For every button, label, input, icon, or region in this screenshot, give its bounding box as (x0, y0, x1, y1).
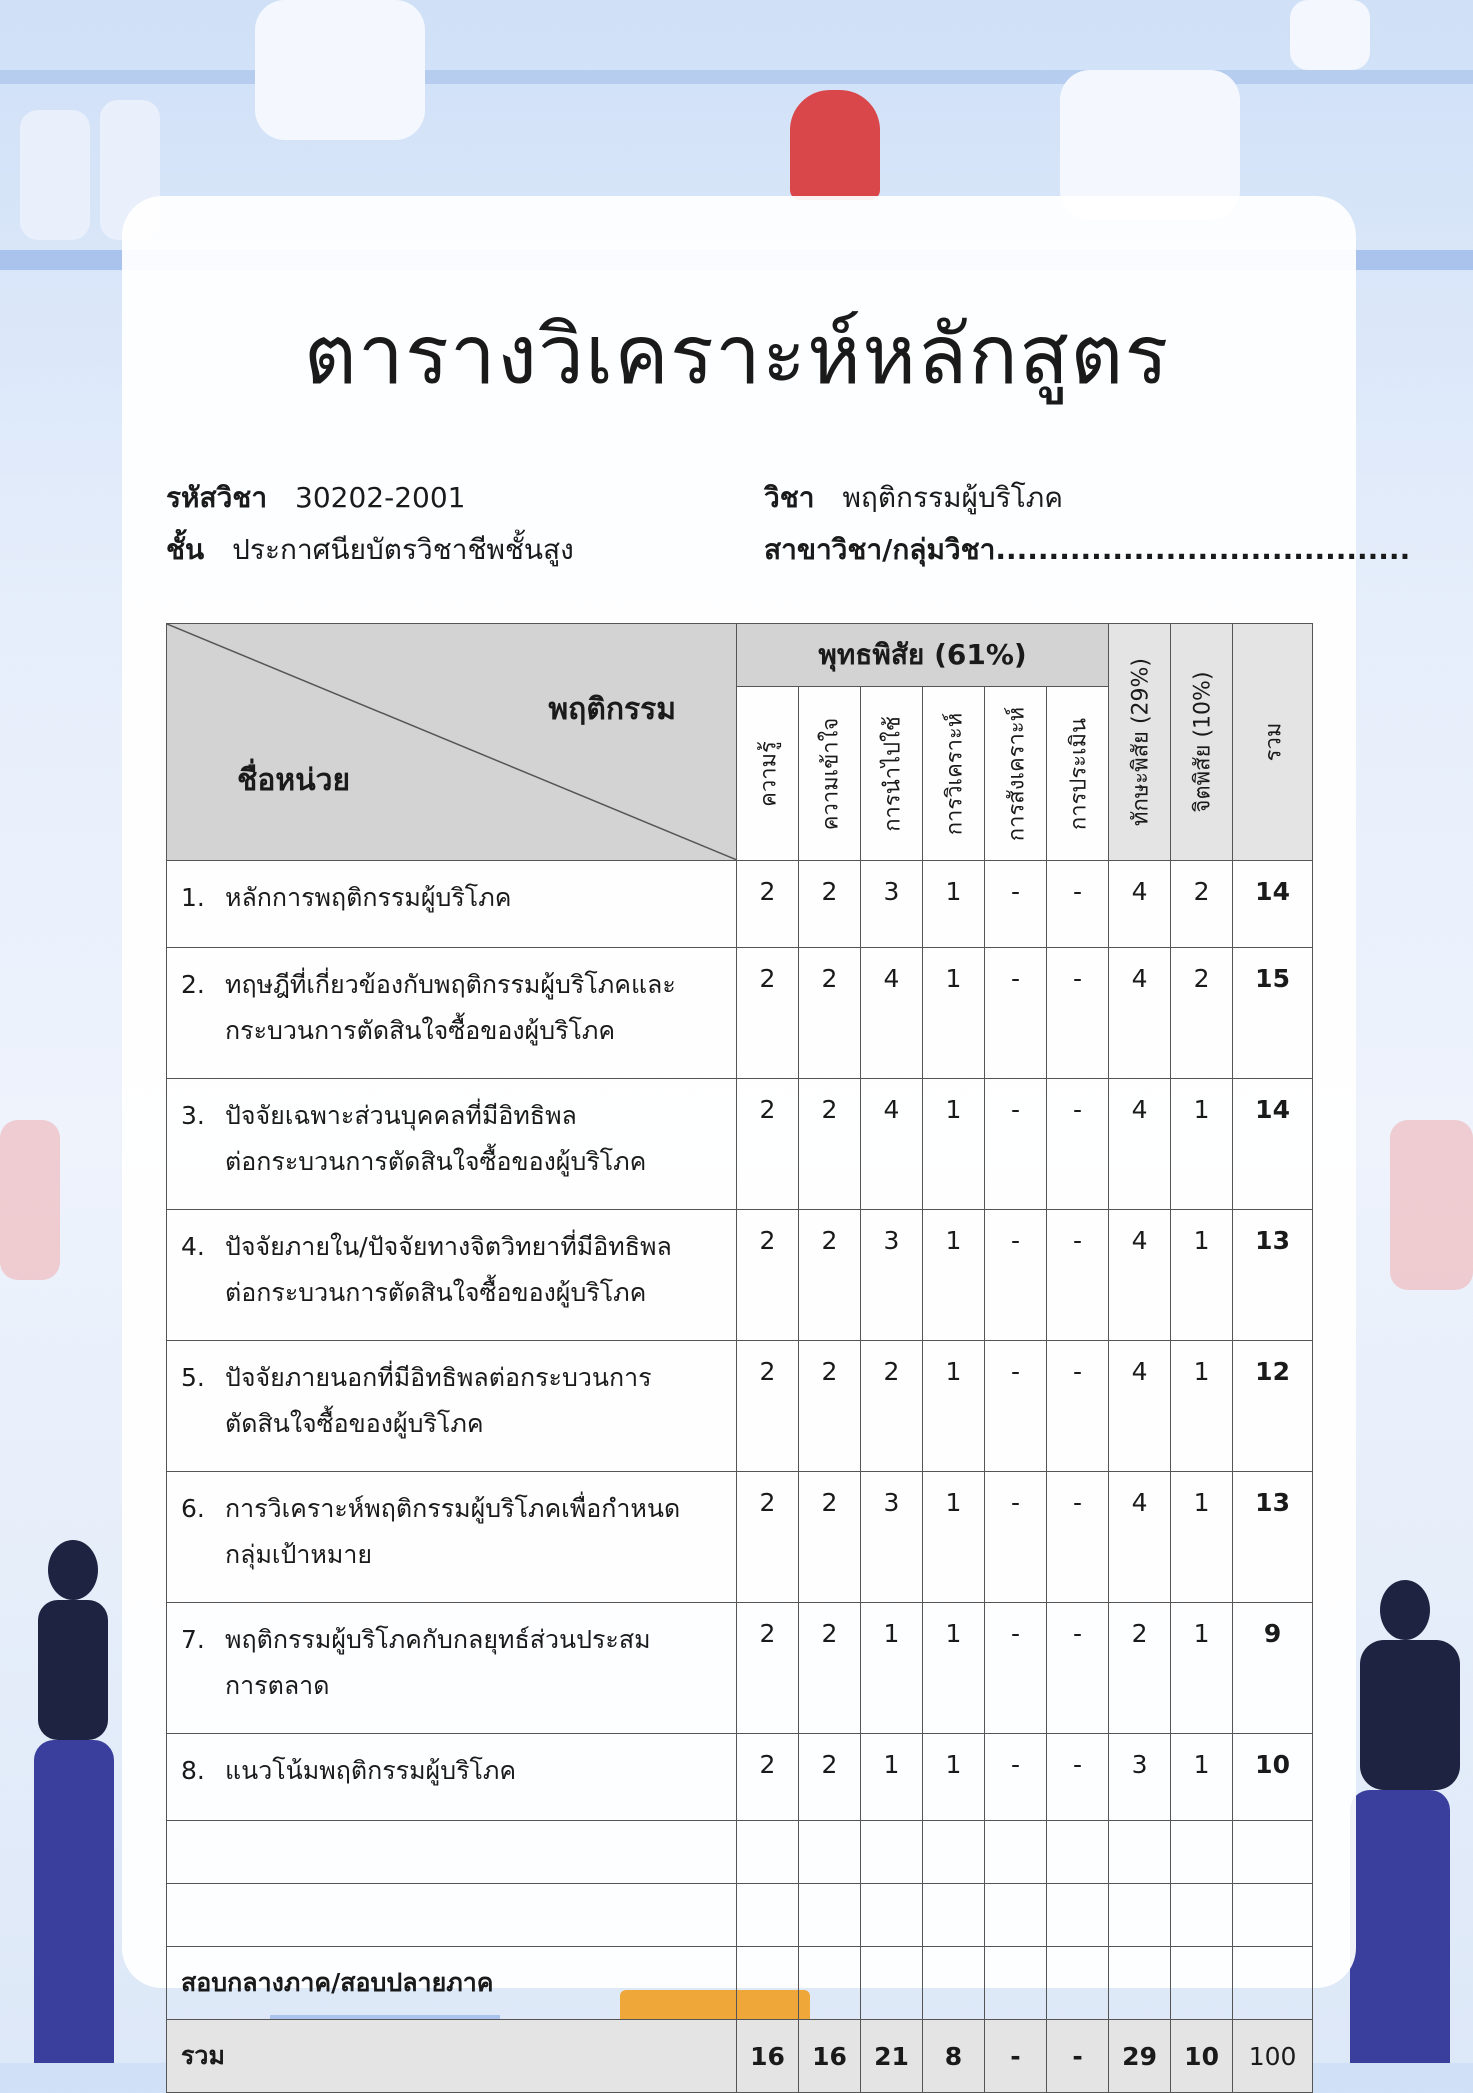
sum-cell: 10 (1171, 2020, 1233, 2093)
affective-header: จิตพิสัย (10%) (1171, 624, 1233, 861)
score-cell: 4 (861, 1079, 923, 1210)
subject-label: วิชา (764, 481, 815, 514)
row-total-cell: 14 (1233, 861, 1313, 948)
shirt-icon (790, 90, 880, 200)
table-row (167, 1210, 1313, 1341)
score-cell: 1 (923, 1210, 985, 1341)
score-cell: 2 (737, 861, 799, 948)
score-cell: 2 (799, 1603, 861, 1734)
sum-label: รวม (167, 2020, 737, 2093)
page-title: ตารางวิเคราะห์หลักสูตร (303, 308, 1170, 403)
course-code (166, 476, 465, 520)
score-cell: 2 (1109, 1603, 1171, 1734)
score-cell: 2 (737, 1079, 799, 1210)
shopper-woman-illustration (20, 1540, 120, 2063)
synthesis-header: การสังเคราะห์ (985, 687, 1047, 861)
milk-carton-icon (20, 110, 90, 240)
unit-name-cell (167, 861, 737, 948)
curriculum-analysis-table (166, 623, 1313, 2093)
application-header: การนำไปใช้ (861, 687, 923, 861)
score-cell: 2 (799, 948, 861, 1079)
course-subject (764, 476, 1063, 520)
score-cell: 2 (799, 1079, 861, 1210)
score-cell: 3 (861, 1210, 923, 1341)
score-cell: 1 (923, 1734, 985, 1821)
table-row-empty (167, 1821, 1313, 1884)
course-level (166, 528, 574, 572)
total-header: รวม (1233, 624, 1313, 861)
score-cell: 1 (1171, 1472, 1233, 1603)
score-cell: - (1047, 1734, 1109, 1821)
sum-cell: 16 (799, 2020, 861, 2093)
level-label: ชั้น (166, 533, 205, 566)
score-cell: 2 (1171, 861, 1233, 948)
diagonal-line (167, 624, 737, 860)
score-cell: 4 (1109, 1210, 1171, 1341)
score-cell: 2 (737, 1603, 799, 1734)
branch-dots: ....................................... (995, 533, 1411, 566)
score-cell: - (985, 948, 1047, 1079)
score-cell: 1 (923, 861, 985, 948)
table-row (167, 1341, 1313, 1472)
exam-label: สอบกลางภาค/สอบปลายภาค (167, 1947, 737, 2020)
sum-cell: 21 (861, 2020, 923, 2093)
score-cell: 2 (737, 1341, 799, 1472)
knowledge-header: ความรู้ (737, 687, 799, 861)
unit-title: ปัจจัยเฉพาะส่วนบุคคลที่มีอิทธิพล ต่อกระบวนการตัดสินใจซื้อของผู้บริโภค (225, 1101, 647, 1176)
unit-name-cell (167, 1472, 737, 1603)
table-row (167, 1603, 1313, 1734)
score-cell: 1 (1171, 1341, 1233, 1472)
score-cell: 4 (1109, 1472, 1171, 1603)
score-cell: 2 (799, 1734, 861, 1821)
score-cell: 1 (1171, 1603, 1233, 1734)
score-cell: 2 (799, 1472, 861, 1603)
comprehension-header: ความเข้าใจ (799, 687, 861, 861)
cognitive-header: พุทธพิสัย (61%) (737, 624, 1109, 687)
sum-cell: 8 (923, 2020, 985, 2093)
unit-name-cell (167, 1341, 737, 1472)
unit-number: 2. (181, 970, 205, 999)
score-cell: 1 (861, 1603, 923, 1734)
score-cell: - (1047, 1079, 1109, 1210)
score-cell: - (985, 1603, 1047, 1734)
score-cell: - (1047, 1603, 1109, 1734)
shopper-man-illustration (1340, 1580, 1460, 2063)
score-cell: - (1047, 1472, 1109, 1603)
evaluation-header: การประเมิน (1047, 687, 1109, 861)
unit-number: 6. (181, 1494, 205, 1523)
score-cell: 4 (1109, 948, 1171, 1079)
score-cell: 1 (923, 1079, 985, 1210)
unit-name-cell (167, 1734, 737, 1821)
score-cell: 4 (1109, 1079, 1171, 1210)
exam-row (167, 1947, 1313, 2020)
score-cell: 1 (1171, 1079, 1233, 1210)
sum-cell: 16 (737, 2020, 799, 2093)
speech-bubble-icon (255, 0, 425, 140)
psychomotor-header: ทักษะพิสัย (29%) (1109, 624, 1171, 861)
row-total-cell: 9 (1233, 1603, 1313, 1734)
course-code-label: รหัสวิชา (166, 481, 268, 514)
score-cell: 2 (737, 1210, 799, 1341)
level-value: ประกาศนียบัตรวิชาชีพชั้นสูง (232, 533, 574, 566)
score-cell: 1 (861, 1734, 923, 1821)
row-total-cell: 15 (1233, 948, 1313, 1079)
score-cell: 4 (1109, 1341, 1171, 1472)
course-code-value: 30202-2001 (295, 481, 466, 514)
unit-name-cell (167, 1079, 737, 1210)
score-cell: 1 (923, 1472, 985, 1603)
score-cell: 2 (737, 948, 799, 1079)
score-cell: 2 (1171, 948, 1233, 1079)
table-row (167, 1079, 1313, 1210)
score-cell: - (985, 1079, 1047, 1210)
subject-value: พฤติกรรมผู้บริโภค (842, 481, 1063, 514)
table-row (167, 1472, 1313, 1603)
score-cell: 3 (861, 1472, 923, 1603)
unit-number: 7. (181, 1625, 205, 1654)
behavior-header: พฤติกรรม (548, 692, 676, 727)
score-cell: - (985, 861, 1047, 948)
sum-cell: - (985, 2020, 1047, 2093)
score-cell: - (985, 1734, 1047, 1821)
unit-number: 8. (181, 1756, 205, 1785)
unit-title: พฤติกรรมผู้บริโภคกับกลยุทธ์ส่วนประสม การตลาด (225, 1625, 651, 1700)
analysis-header: การวิเคราะห์ (923, 687, 985, 861)
unit-name-cell (167, 1210, 737, 1341)
row-total-cell: 14 (1233, 1079, 1313, 1210)
table-row-empty (167, 1884, 1313, 1947)
unit-title: แนวโน้มพฤติกรรมผู้บริโภค (225, 1756, 517, 1785)
row-total-cell: 13 (1233, 1210, 1313, 1341)
shirt-icon (0, 1120, 60, 1280)
score-cell: 1 (923, 948, 985, 1079)
shelf-decoration (0, 70, 1473, 84)
unit-name-cell (167, 948, 737, 1079)
score-cell: 2 (799, 1341, 861, 1472)
score-cell: 1 (923, 1603, 985, 1734)
score-cell: 4 (861, 948, 923, 1079)
diagonal-header-cell (167, 624, 737, 861)
score-cell: - (985, 1210, 1047, 1341)
unit-number: 3. (181, 1101, 205, 1130)
course-branch (764, 528, 1410, 572)
unit-number: 1. (181, 883, 205, 912)
score-cell: 4 (1109, 861, 1171, 948)
score-cell: - (1047, 948, 1109, 1079)
score-cell: 2 (861, 1341, 923, 1472)
unit-title: การวิเคราะห์พฤติกรรมผู้บริโภคเพื่อกำหนด กลุ่มเป้าหมาย (225, 1494, 681, 1569)
shirt-icon (1390, 1120, 1473, 1290)
unit-number: 4. (181, 1232, 205, 1261)
score-cell: 3 (1109, 1734, 1171, 1821)
score-cell: 2 (799, 861, 861, 948)
sum-cell: 29 (1109, 2020, 1171, 2093)
row-total-cell: 10 (1233, 1734, 1313, 1821)
score-cell: 1 (923, 1341, 985, 1472)
row-total-cell: 12 (1233, 1341, 1313, 1472)
score-cell: 2 (737, 1734, 799, 1821)
row-total-cell: 13 (1233, 1472, 1313, 1603)
score-cell: 2 (799, 1210, 861, 1341)
unit-name-cell (167, 1603, 737, 1734)
score-cell: 1 (1171, 1734, 1233, 1821)
table-row (167, 861, 1313, 948)
unit-title: หลักการพฤติกรรมผู้บริโภค (225, 883, 512, 912)
score-cell: - (1047, 861, 1109, 948)
branch-label: สาขาวิชา/กลุ่มวิชา (764, 533, 996, 566)
score-cell: 2 (737, 1472, 799, 1603)
unit-title: ปัจจัยภายใน/ปัจจัยทางจิตวิทยาที่มีอิทธิพล ต่อกระบวนการตัดสินใจซื้อของผู้บริโภค (225, 1232, 672, 1307)
sum-cell: 100 (1233, 2020, 1313, 2093)
sum-cell: - (1047, 2020, 1109, 2093)
juice-box-icon (1290, 0, 1370, 70)
unit-title: ทฤษฎีที่เกี่ยวข้องกับพฤติกรรมผู้บริโภคและ กระบวนการตัดสินใจซื้อของผู้บริโภค (225, 970, 676, 1045)
score-cell: 3 (861, 861, 923, 948)
unit-name-header: ชื่อหน่วย (237, 763, 351, 798)
unit-number: 5. (181, 1363, 205, 1392)
score-cell: - (1047, 1341, 1109, 1472)
table-row (167, 1734, 1313, 1821)
score-cell: - (1047, 1210, 1109, 1341)
sum-row (167, 2020, 1313, 2093)
score-cell: 1 (1171, 1210, 1233, 1341)
unit-title: ปัจจัยภายนอกที่มีอิทธิพลต่อกระบวนการ ตัดสินใจซื้อของผู้บริโภค (225, 1363, 652, 1438)
score-cell: - (985, 1341, 1047, 1472)
table-row (167, 948, 1313, 1079)
score-cell: - (985, 1472, 1047, 1603)
